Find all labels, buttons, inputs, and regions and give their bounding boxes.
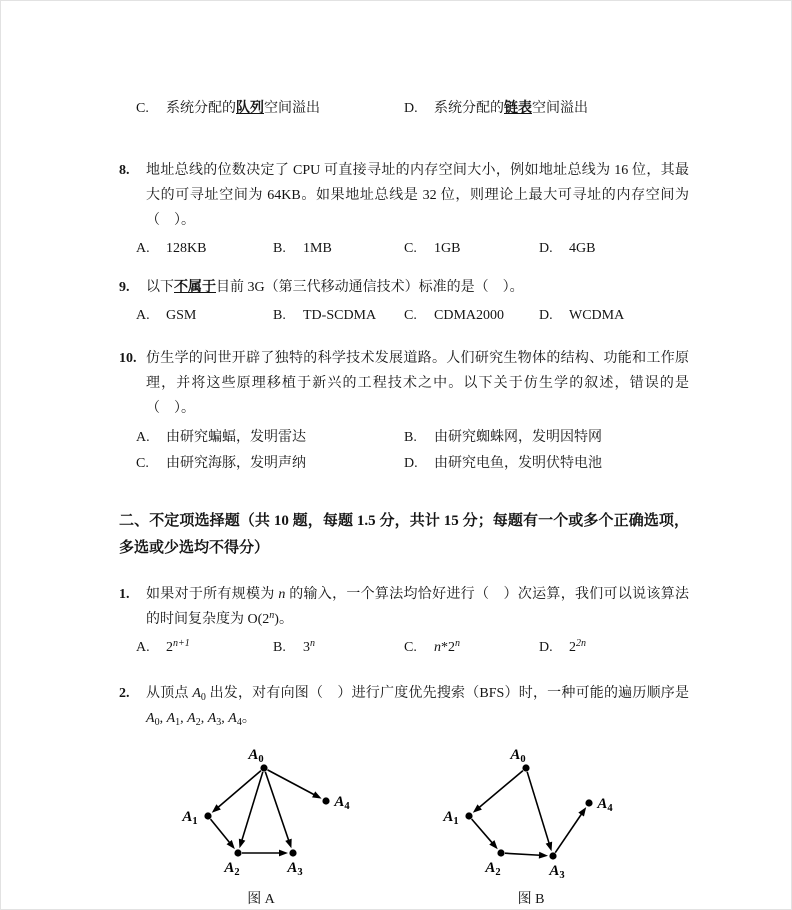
option-b bbox=[273, 303, 404, 328]
question-8 bbox=[119, 158, 689, 233]
graph-node bbox=[260, 764, 267, 771]
graph-node-label: $A_4$ bbox=[334, 794, 350, 812]
option-text: 1MB bbox=[303, 241, 332, 256]
question-stem: 仿生学的问世开辟了独特的科学技术发展道路。人们研究生物体的结构、功能和工作原理，并将这些原理移植于新兴的工程技术之中。以下关于仿生学的叙述，错误的是（ ）。 bbox=[146, 351, 689, 416]
graph-node bbox=[289, 849, 296, 856]
option-label: A. bbox=[136, 308, 150, 323]
graph-edge bbox=[505, 853, 540, 855]
option-text: 由研究电鱼，发明伏特电池 bbox=[434, 456, 602, 471]
option-label: D. bbox=[539, 241, 553, 256]
section2-question-1 bbox=[119, 582, 689, 632]
question-8-options bbox=[136, 236, 689, 261]
option-c bbox=[404, 303, 539, 328]
option-text: CDMA2000 bbox=[434, 308, 505, 323]
figure-a-caption: 图 A bbox=[247, 892, 275, 907]
option-text: 1GB bbox=[434, 241, 461, 256]
graph-node-label: $A_1$ bbox=[443, 809, 459, 827]
option-a bbox=[136, 635, 273, 660]
option-b bbox=[273, 635, 404, 660]
prev-question-options bbox=[136, 96, 689, 122]
graph-arrowhead-icon bbox=[239, 839, 246, 849]
graph-edge bbox=[265, 772, 289, 841]
graph-node bbox=[204, 812, 211, 819]
option-label: D. bbox=[404, 456, 418, 471]
option-label: C. bbox=[404, 308, 417, 323]
option-text: 由研究蜘蛛网，发明因特网 bbox=[434, 430, 602, 445]
graph-arrowhead-icon bbox=[279, 850, 288, 857]
question-number: 2. bbox=[119, 686, 130, 701]
figures-row bbox=[156, 736, 689, 910]
graph-edge bbox=[211, 819, 230, 843]
question-10 bbox=[119, 346, 689, 421]
graph-node-label: $A_2$ bbox=[224, 860, 240, 878]
directed-graph-b bbox=[431, 736, 631, 886]
question-10-options bbox=[136, 425, 689, 477]
figure-b bbox=[431, 736, 631, 910]
graph-edge bbox=[555, 814, 581, 853]
option-a bbox=[136, 425, 404, 451]
question-stem: 从顶点 $A_0$ 出发，对有向图（ ）进行广度优先搜索（BFS）时，一种可能的遍历顺序是 $A_0$, $A_1$, $A_2$, $A_3$, $A_4$。 bbox=[146, 686, 689, 728]
option-label: D. bbox=[539, 640, 553, 655]
option-text: 由研究蝙蝠，发明雷达 bbox=[166, 430, 306, 445]
question-stem: 以下不属于目前 3G（第三代移动通信技术）标准的是（ ）。 bbox=[146, 280, 524, 295]
option-label: A. bbox=[136, 241, 150, 256]
graph-arrowhead-icon bbox=[312, 791, 322, 798]
option-label: D. bbox=[539, 308, 553, 323]
figure-b-caption: 图 B bbox=[517, 892, 545, 907]
directed-graph-a bbox=[156, 736, 366, 886]
option-label: B. bbox=[273, 308, 286, 323]
option-label: B. bbox=[404, 430, 417, 445]
graph-node bbox=[465, 812, 472, 819]
section-2-heading: 二、不定项选择题（共 10 题，每题 1.5 分，共计 15 分；每题有一个或多个正确选项，多选或少选均不得分） bbox=[119, 513, 689, 556]
option-a bbox=[136, 303, 273, 328]
option-label: D. bbox=[404, 101, 418, 116]
option-text: $2^{2n}$ bbox=[569, 638, 586, 655]
graph-node-label: $A_0$ bbox=[248, 747, 264, 765]
option-b bbox=[404, 425, 689, 451]
option-text: GSM bbox=[166, 308, 197, 323]
option-b bbox=[273, 236, 404, 261]
option-d bbox=[539, 236, 595, 261]
graph-node bbox=[234, 849, 241, 856]
page-content bbox=[119, 96, 689, 910]
graph-edge bbox=[472, 819, 493, 843]
option-a bbox=[136, 236, 273, 261]
option-c bbox=[404, 236, 539, 261]
prev-option-d bbox=[404, 96, 689, 122]
option-text: 4GB bbox=[569, 241, 596, 256]
option-text: WCDMA bbox=[569, 308, 625, 323]
graph-node bbox=[522, 764, 529, 771]
graph-arrowhead-icon bbox=[578, 807, 586, 816]
option-label: A. bbox=[136, 640, 150, 655]
option-label: C. bbox=[136, 456, 149, 471]
graph-node bbox=[497, 849, 504, 856]
graph-node-label: $A_2$ bbox=[485, 860, 501, 878]
question-9 bbox=[119, 275, 689, 300]
option-c bbox=[136, 451, 404, 477]
option-label: C. bbox=[404, 241, 417, 256]
option-label: B. bbox=[273, 640, 286, 655]
graph-node-label: $A_3$ bbox=[287, 860, 303, 878]
graph-node-label: $A_4$ bbox=[597, 796, 613, 814]
option-text: $2^{n+1}$ bbox=[166, 638, 190, 655]
graph-arrowhead-icon bbox=[539, 852, 548, 859]
section2-question-1-options bbox=[136, 635, 689, 660]
graph-edge bbox=[242, 772, 263, 841]
graph-edge bbox=[268, 770, 315, 795]
graph-node bbox=[322, 797, 329, 804]
question-number: 8. bbox=[119, 163, 130, 178]
option-text: TD-SCDMA bbox=[303, 308, 377, 323]
option-text: 3$^n$ bbox=[303, 638, 315, 655]
question-number: 9. bbox=[119, 280, 130, 295]
figure-a bbox=[156, 736, 366, 910]
section2-question-2 bbox=[119, 681, 689, 731]
prev-option-c bbox=[136, 96, 404, 122]
graph-node bbox=[549, 852, 556, 859]
option-c bbox=[404, 635, 539, 660]
question-stem: 如果对于所有规模为 n 的输入，一个算法均恰好进行（ ）次运算，我们可以说该算法的时间复杂度为 O(2$^n$)。 bbox=[146, 587, 690, 627]
option-label: B. bbox=[273, 241, 286, 256]
option-d bbox=[404, 451, 689, 477]
option-label: C. bbox=[404, 640, 417, 655]
graph-edge bbox=[479, 771, 523, 808]
graph-arrowhead-icon bbox=[546, 842, 553, 852]
question-number: 1. bbox=[119, 587, 130, 602]
graph-node-label: $A_1$ bbox=[182, 809, 198, 827]
graph-arrowhead-icon bbox=[285, 839, 291, 849]
option-d bbox=[539, 635, 586, 660]
option-label: A. bbox=[136, 430, 150, 445]
option-d bbox=[539, 303, 624, 328]
option-text: 由研究海豚，发明声纳 bbox=[166, 456, 306, 471]
graph-edge bbox=[218, 771, 261, 808]
option-text: 系统分配的队列空间溢出 bbox=[166, 101, 320, 116]
graph-edge bbox=[527, 772, 549, 844]
question-number: 10. bbox=[119, 351, 137, 366]
option-text: 系统分配的链表空间溢出 bbox=[434, 101, 588, 116]
question-9-options bbox=[136, 303, 689, 328]
graph-node-label: $A_3$ bbox=[549, 863, 565, 881]
option-text: n*2$^n$ bbox=[434, 638, 460, 655]
option-text: 128KB bbox=[166, 241, 207, 256]
graph-node bbox=[585, 799, 592, 806]
question-stem: 地址总线的位数决定了 CPU 可直接寻址的内存空间大小，例如地址总线为 16 位，其最大的可寻址空间为 64KB。如果地址总线是 32 位，则理论上最大可寻址的内存空间为（ ）。 bbox=[146, 163, 689, 228]
graph-node-label: $A_0$ bbox=[510, 747, 526, 765]
option-label: C. bbox=[136, 101, 149, 116]
